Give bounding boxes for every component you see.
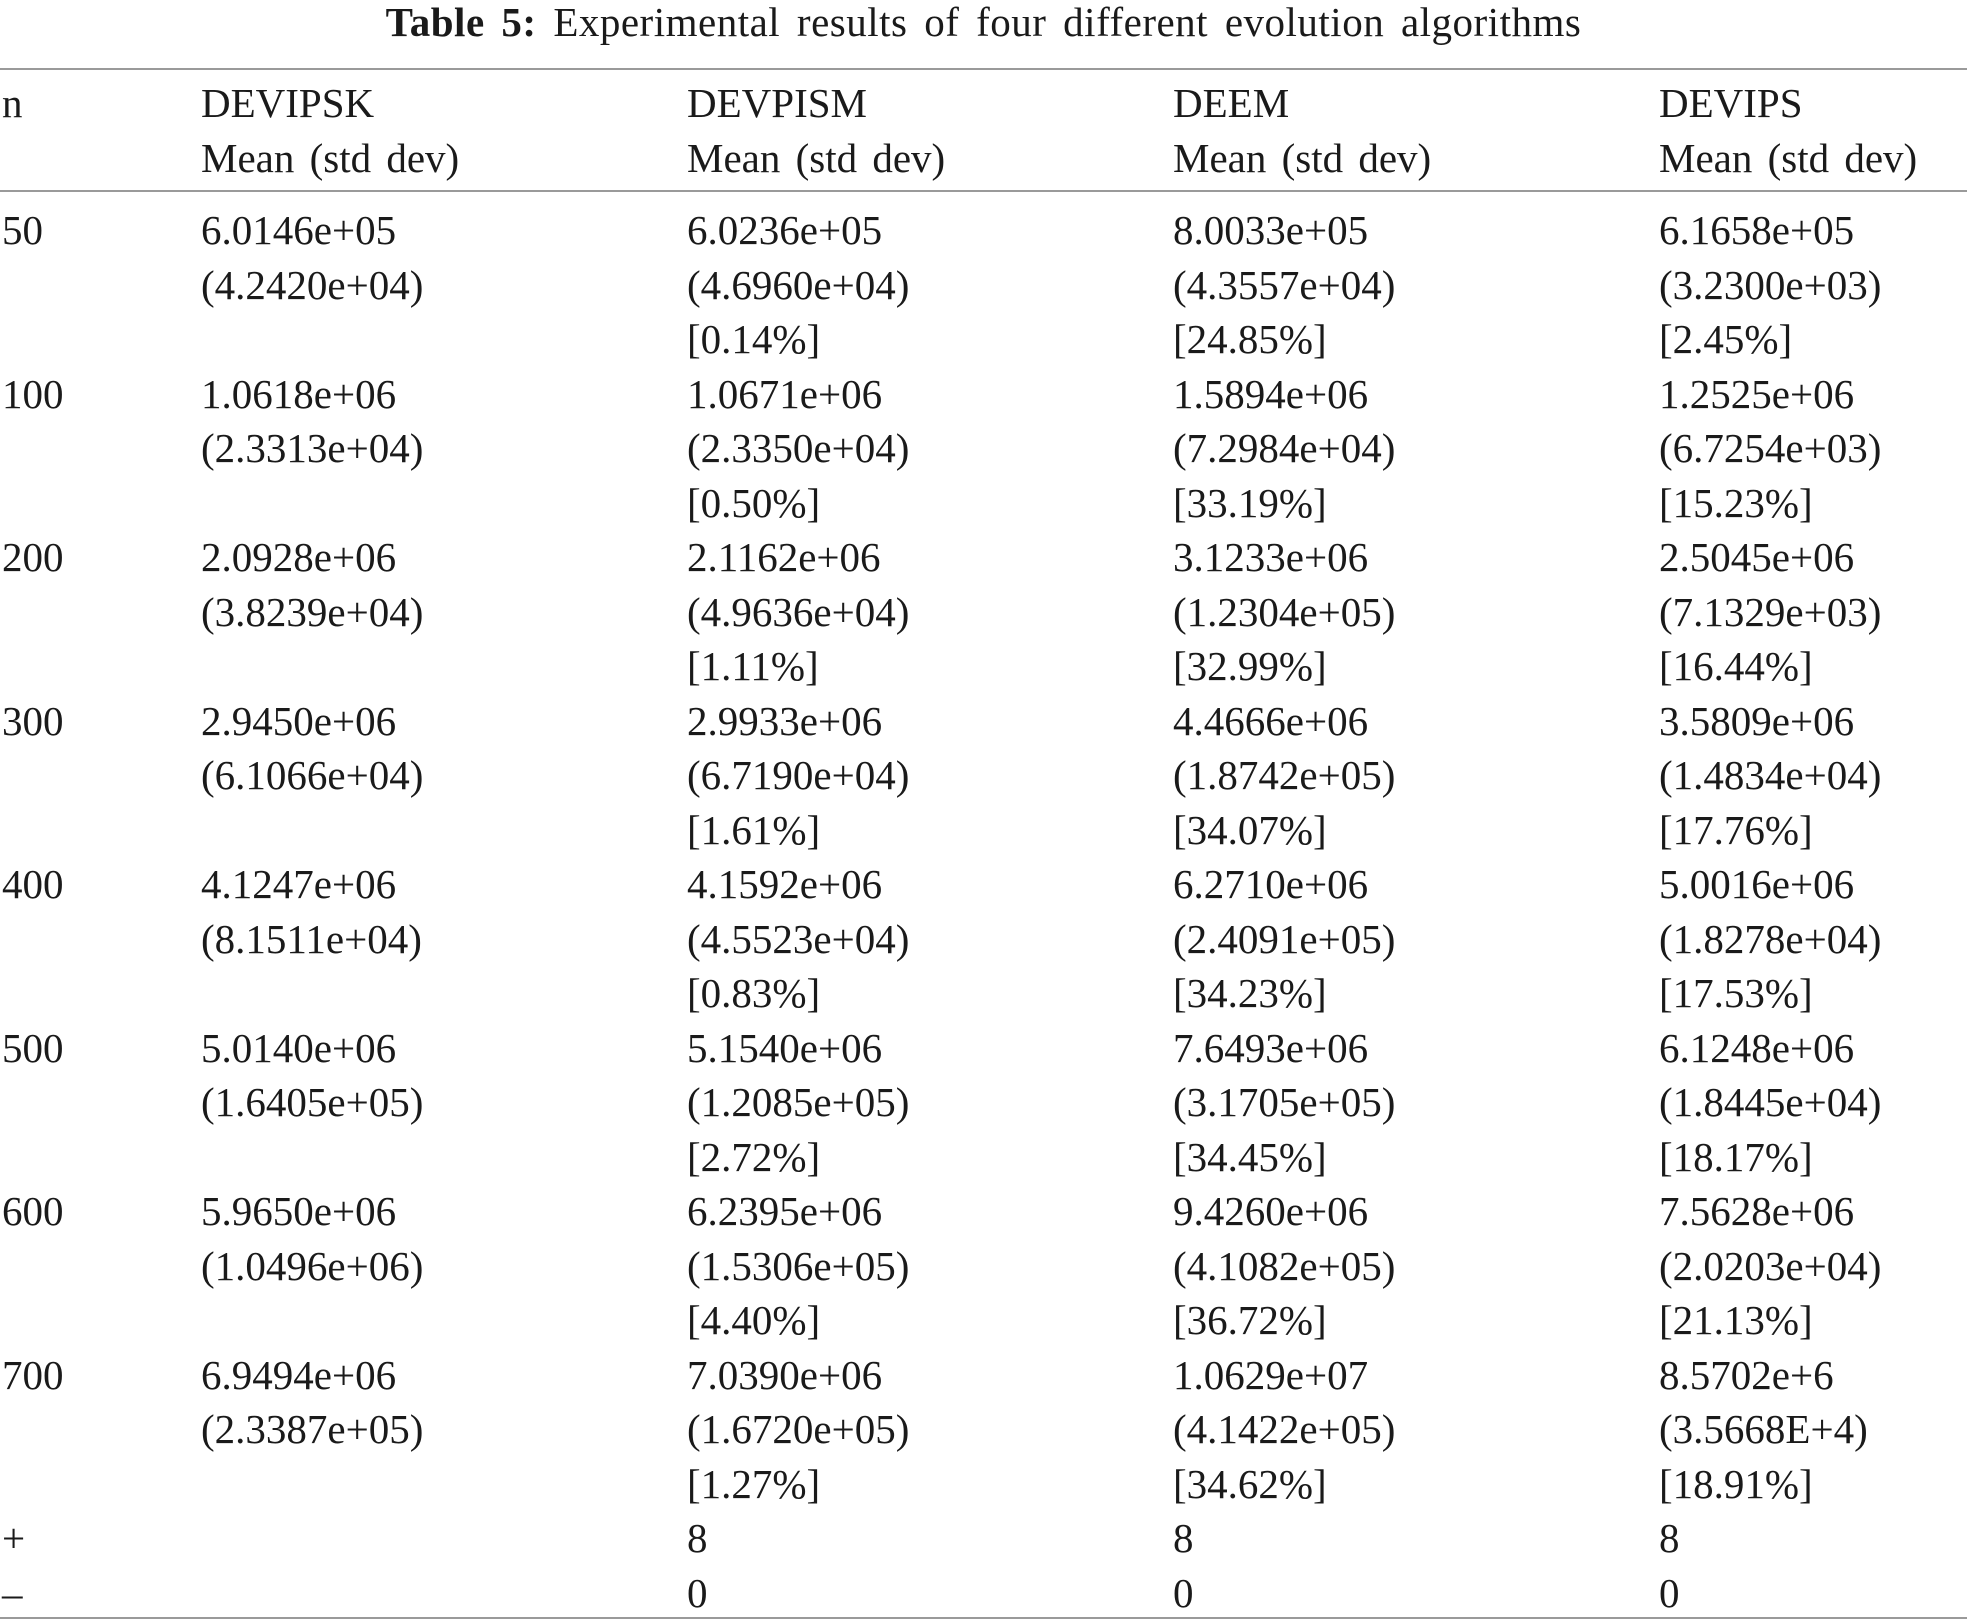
cell-pct: [32.99%] xyxy=(1173,643,1327,689)
table-cell xyxy=(1173,694,1395,858)
cell-std: (1.8278e+04) xyxy=(1659,915,1882,962)
summary-value: 8 xyxy=(687,1515,708,1561)
summary-label: – xyxy=(2,1569,23,1616)
cell-std: (2.3350e+04) xyxy=(687,425,910,471)
table-caption xyxy=(0,0,1967,44)
cell-mean: 7.0390e+06 xyxy=(687,1351,883,1398)
table-caption-text: Experimental results of four different evolution algorithms xyxy=(553,0,1582,45)
cell-mean: 6.1658e+05 xyxy=(1659,207,1855,253)
table-cell xyxy=(687,203,909,367)
table-cell xyxy=(687,694,909,858)
cell-pct: [21.13%] xyxy=(1659,1297,1813,1343)
summary-value: 0 xyxy=(1659,1569,1680,1616)
table-bottom-rule xyxy=(0,1617,1967,1619)
table-cell xyxy=(687,367,909,531)
cell-mean: 6.0146e+05 xyxy=(201,207,397,253)
cell-mean: 6.1248e+06 xyxy=(1659,1024,1855,1071)
cell-pct xyxy=(201,639,423,694)
table-cell xyxy=(201,367,423,531)
cell-mean: 6.9494e+06 xyxy=(201,1351,397,1398)
cell-std: (4.1422e+05) xyxy=(1173,1406,1396,1452)
cell-std: (2.3387e+05) xyxy=(201,1406,424,1452)
header-col-name: DEVPISM xyxy=(687,80,867,126)
header-col-name: DEVIPS xyxy=(1659,80,1803,126)
cell-pct: [0.83%] xyxy=(687,970,821,1016)
table-cell xyxy=(201,857,422,1021)
cell-std: (6.7190e+04) xyxy=(687,752,910,798)
header-col-sub: Mean (std dev) xyxy=(1659,134,1918,181)
cell-std: (1.6720e+05) xyxy=(687,1406,910,1452)
table-row-n xyxy=(2,857,64,912)
cell-mean: 3.5809e+06 xyxy=(1659,697,1855,744)
cell-mean: 8.5702e+6 xyxy=(1659,1351,1834,1398)
cell-std: (2.0203e+04) xyxy=(1659,1242,1882,1289)
table-cell xyxy=(201,1348,423,1512)
table-row-n xyxy=(2,694,64,749)
cell-mean: 2.0928e+06 xyxy=(201,534,397,580)
summary-label: + xyxy=(2,1515,26,1561)
summary-value: 0 xyxy=(1173,1569,1194,1616)
cell-std: (8.1511e+04) xyxy=(201,915,422,962)
header-col-name: DEEM xyxy=(1173,80,1290,126)
cell-std: (4.5523e+04) xyxy=(687,915,910,962)
header-col-sub: Mean (std dev) xyxy=(1173,134,1432,181)
table-cell xyxy=(687,857,909,1021)
table-cell xyxy=(1173,1021,1395,1185)
summary-value: 8 xyxy=(1659,1515,1680,1561)
cell-mean: 3.1233e+06 xyxy=(1173,534,1369,580)
cell-std: (1.0496e+06) xyxy=(201,1242,424,1289)
table-cell xyxy=(201,694,423,858)
table-cell xyxy=(1659,694,1881,858)
cell-std: (4.1082e+05) xyxy=(1173,1242,1396,1289)
table-cell xyxy=(1659,1021,1881,1185)
cell-mean: 2.9933e+06 xyxy=(687,697,883,744)
cell-mean: 2.1162e+06 xyxy=(687,534,881,580)
cell-mean: 5.0016e+06 xyxy=(1659,861,1855,907)
cell-pct: [36.72%] xyxy=(1173,1297,1327,1343)
cell-mean: 1.0629e+07 xyxy=(1173,1351,1369,1398)
cell-pct: [18.91%] xyxy=(1659,1460,1813,1507)
header-n-label: n xyxy=(2,80,23,126)
table-cell xyxy=(201,203,423,367)
table-cell xyxy=(1173,1348,1395,1512)
cell-pct xyxy=(201,1293,423,1348)
table-cell xyxy=(201,530,423,694)
header-col-devipsk xyxy=(201,76,459,185)
cell-mean: 6.2395e+06 xyxy=(687,1188,883,1234)
table-row-n xyxy=(2,1184,64,1239)
cell-pct: [1.27%] xyxy=(687,1460,821,1507)
table-top-rule xyxy=(0,68,1967,70)
cell-pct: [24.85%] xyxy=(1173,316,1327,362)
cell-mean: 7.6493e+06 xyxy=(1173,1024,1369,1071)
cell-pct: [4.40%] xyxy=(687,1297,821,1343)
table-cell xyxy=(1173,857,1395,1021)
cell-mean: 2.9450e+06 xyxy=(201,697,397,744)
cell-std: (4.2420e+04) xyxy=(201,261,424,308)
cell-std: (2.4091e+05) xyxy=(1173,915,1396,962)
table-cell xyxy=(1173,367,1395,531)
table-row-n xyxy=(2,1021,64,1076)
table-cell xyxy=(687,1021,909,1185)
cell-mean: 5.1540e+06 xyxy=(687,1024,883,1071)
cell-mean: 1.0618e+06 xyxy=(201,370,397,417)
row-n-value: 400 xyxy=(2,861,64,907)
header-col-name: DEVIPSK xyxy=(201,80,375,126)
cell-pct: [2.45%] xyxy=(1659,316,1793,362)
cell-std: (3.2300e+03) xyxy=(1659,261,1882,308)
cell-mean: 1.5894e+06 xyxy=(1173,370,1369,417)
row-n-value: 100 xyxy=(2,370,64,417)
cell-std: (3.8239e+04) xyxy=(201,588,424,635)
cell-mean: 1.2525e+06 xyxy=(1659,370,1855,417)
cell-pct: [1.11%] xyxy=(687,643,819,689)
cell-mean: 6.0236e+05 xyxy=(687,207,883,253)
table-cell xyxy=(1173,530,1395,694)
table-cell xyxy=(687,1348,909,1512)
cell-std: (7.2984e+04) xyxy=(1173,425,1396,471)
cell-mean: 9.4260e+06 xyxy=(1173,1188,1369,1234)
header-col-devips xyxy=(1659,76,1917,185)
row-n-value: 500 xyxy=(2,1024,64,1071)
table-cell xyxy=(1659,857,1881,1021)
table-caption-label: Table 5: xyxy=(385,0,537,45)
table-row-n xyxy=(2,530,64,585)
cell-std: (1.8445e+04) xyxy=(1659,1079,1882,1125)
cell-pct: [34.23%] xyxy=(1173,970,1327,1016)
table-cell xyxy=(687,530,909,694)
cell-pct: [33.19%] xyxy=(1173,479,1327,526)
header-col-sub: Mean (std dev) xyxy=(201,134,460,181)
row-n-value: 50 xyxy=(2,207,43,253)
cell-std: (1.2085e+05) xyxy=(687,1079,910,1125)
cell-std: (1.8742e+05) xyxy=(1173,752,1396,798)
table-cell xyxy=(1659,203,1881,367)
cell-mean: 5.0140e+06 xyxy=(201,1024,397,1071)
table-cell xyxy=(201,1021,423,1185)
cell-pct xyxy=(201,803,423,858)
header-n xyxy=(2,76,23,131)
cell-std: (3.1705e+05) xyxy=(1173,1079,1396,1125)
table-row-n xyxy=(2,203,43,258)
cell-pct: [2.72%] xyxy=(687,1133,821,1180)
cell-mean: 2.5045e+06 xyxy=(1659,534,1855,580)
cell-pct: [18.17%] xyxy=(1659,1133,1813,1180)
table-cell xyxy=(201,1184,423,1348)
cell-pct: [0.50%] xyxy=(687,479,821,526)
row-n-value: 200 xyxy=(2,534,64,580)
table-cell xyxy=(1659,1348,1868,1512)
table-cell xyxy=(1173,203,1395,367)
cell-mean: 4.1247e+06 xyxy=(201,861,397,907)
cell-std: (7.1329e+03) xyxy=(1659,588,1882,635)
table-cell xyxy=(1659,1184,1881,1348)
cell-pct xyxy=(201,1457,423,1512)
cell-pct: [17.53%] xyxy=(1659,970,1813,1016)
summary-value: 0 xyxy=(687,1569,708,1616)
table-cell xyxy=(687,1184,909,1348)
cell-pct: [16.44%] xyxy=(1659,643,1813,689)
cell-pct: [15.23%] xyxy=(1659,479,1813,526)
cell-pct xyxy=(201,1130,423,1185)
cell-pct xyxy=(201,312,423,367)
cell-mean: 5.9650e+06 xyxy=(201,1188,397,1234)
cell-pct: [34.45%] xyxy=(1173,1133,1327,1180)
cell-std: (4.9636e+04) xyxy=(687,588,910,635)
cell-mean: 8.0033e+05 xyxy=(1173,207,1369,253)
table-cell xyxy=(1659,367,1881,531)
cell-std: (3.5668E+4) xyxy=(1659,1406,1868,1452)
summary-value: 8 xyxy=(1173,1515,1194,1561)
cell-std: (6.7254e+03) xyxy=(1659,425,1882,471)
cell-std: (4.3557e+04) xyxy=(1173,261,1396,308)
cell-std: (2.3313e+04) xyxy=(201,425,424,471)
cell-pct xyxy=(201,966,422,1021)
row-n-value: 600 xyxy=(2,1188,64,1234)
cell-pct: [1.61%] xyxy=(687,806,821,853)
cell-pct: [34.07%] xyxy=(1173,806,1327,853)
cell-mean: 1.0671e+06 xyxy=(687,370,883,417)
row-n-value: 700 xyxy=(2,1351,64,1398)
header-col-deem xyxy=(1173,76,1431,185)
header-col-devpism xyxy=(687,76,945,185)
cell-mean: 7.5628e+06 xyxy=(1659,1188,1855,1234)
cell-pct: [17.76%] xyxy=(1659,806,1813,853)
table-cell xyxy=(1659,530,1881,694)
table-row-n xyxy=(2,367,64,422)
cell-pct xyxy=(201,476,423,531)
cell-std: (1.5306e+05) xyxy=(687,1242,910,1289)
cell-std: (1.4834e+04) xyxy=(1659,752,1882,798)
cell-mean: 4.1592e+06 xyxy=(687,861,883,907)
cell-std: (6.1066e+04) xyxy=(201,752,424,798)
cell-pct: [34.62%] xyxy=(1173,1460,1327,1507)
table-row-n xyxy=(2,1348,64,1403)
cell-pct: [0.14%] xyxy=(687,316,821,362)
cell-std: (1.6405e+05) xyxy=(201,1079,424,1125)
cell-mean: 6.2710e+06 xyxy=(1173,861,1369,907)
row-n-value: 300 xyxy=(2,697,64,744)
header-col-sub: Mean (std dev) xyxy=(687,134,946,181)
table-cell xyxy=(1173,1184,1395,1348)
cell-mean: 4.4666e+06 xyxy=(1173,697,1369,744)
table-header-rule xyxy=(0,190,1967,192)
cell-std: (4.6960e+04) xyxy=(687,261,910,308)
cell-std: (1.2304e+05) xyxy=(1173,588,1396,635)
